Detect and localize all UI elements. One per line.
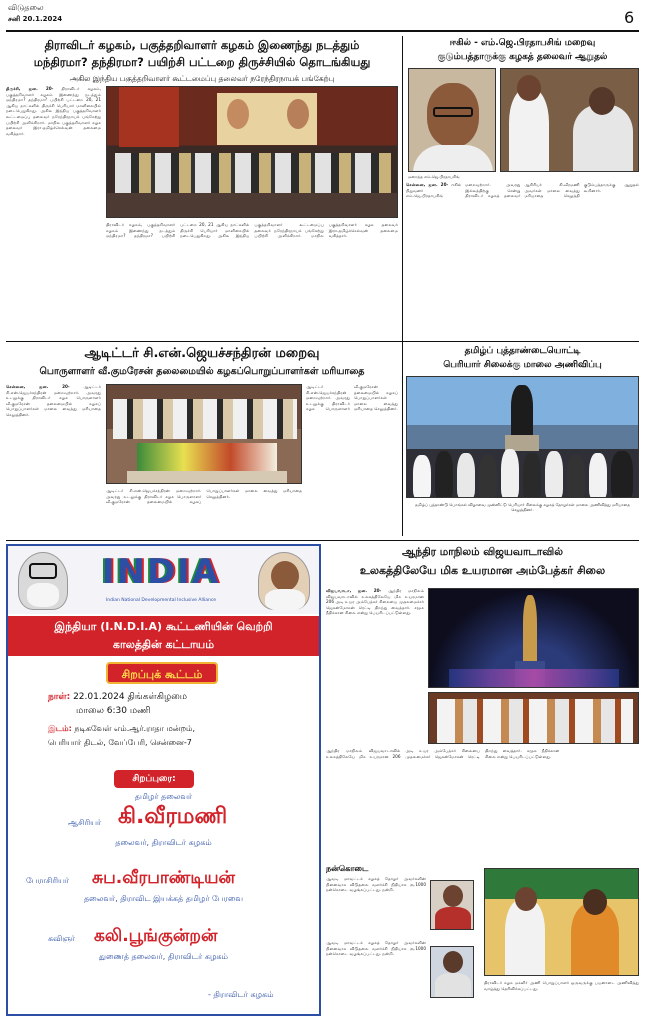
article-column — [326, 588, 424, 742]
donor-photo-1 — [430, 880, 474, 930]
speaker3-name: கலி.பூங்குன்றன் — [94, 926, 218, 946]
speaker1-prefix: ஆசிரியர் — [68, 818, 102, 827]
tribute-photo — [106, 384, 302, 484]
page-number: 6 — [624, 8, 635, 27]
speaker1-title: தலைவர், திராவிடர் கழகம் — [115, 838, 212, 847]
date-row — [48, 692, 187, 703]
headline-line2: குடும்பத்தாருக்கு கழகத் தலைவர் ஆறுதல் — [437, 52, 608, 62]
statue-night-photo — [428, 588, 639, 688]
article-body: ஆந்திர மாநிலம் விஜயவாடாவில் உலகத்திலேயே மிக உயரமான 206 அடி உயர அம்பேத்கர் சிலையை முதலமைச்சர் ஜெகன்மோகன் ரெட்டி திறந்து வைத்தார். சமூக நீதிக்கான சிலை என்று பெயரிடப்பட்டுள்ளது. — [326, 588, 424, 616]
speaker3 — [8, 924, 319, 974]
masthead-rule — [6, 30, 639, 32]
article-column — [6, 384, 101, 532]
article-body: திராவிடர் கழகம், பகுத்தறிவாளர் கழகம் இணைந்து நடத்தும் மந்திரமா? தந்திரமா? பயிற்சி பட்டறை 20, 21 ஆகிய நாட்களில் திருச்சி பெரியார் மாளிகையில் நடைபெறுகிறது. அகில இந்திய பகுத்தறிவாளர் கூட்டமைப்பு தலைவர் நரேந்திரநாயக் பங்கேற்று பயிற்சி அளிக்கிறார். மாநில பகுத்தறிவாளர் கழக தலைவர் இரா.தமிழ்ச்செல்வன் தலைமை வகித்தார். — [6, 86, 101, 136]
portrait-photo — [408, 68, 496, 172]
subhead: அகில இந்திய பகுத்தறிவாளர் கூட்டமைப்பு தலைவர் நரேந்திரநாயக் பங்கேற்பு — [69, 74, 335, 83]
donation-body: ஆவடி மாவட்டக் கழகத் தோழர் அவர்களின் நினைவாக விடுதலை வளர்ச்சி நிதியாக ரூ.1000 நன்கொடை வழங்கப்பட்டது. நன்றி. — [326, 876, 426, 893]
headline-line1: ஆந்திர மாநிலம் விஜயவாடாவில் — [402, 546, 563, 558]
story-eagle-condolence — [406, 36, 639, 336]
headline-line1: ஆடிட்டர் சி.என்.ஜெயச்சந்திரன் மறைவு — [84, 346, 320, 361]
speaker1-name: கி.வீரமணி — [118, 804, 228, 829]
headline-line2: உலகத்திலேயே மிக உயரமான அம்பேத்கர் சிலை — [359, 564, 606, 577]
speech-label: சிறப்புரை: — [114, 770, 194, 788]
ad-header — [8, 546, 319, 614]
speaker3-title: துணைத் தலைவர், திராவிடர் கழகம் — [99, 952, 228, 961]
felicitation-photo — [484, 868, 639, 976]
donor-photo-2 — [430, 946, 474, 998]
event-details — [48, 692, 308, 762]
venue-label: இடம்: — [48, 724, 72, 733]
story-felicitation — [484, 864, 639, 1016]
india-alliance-ad — [6, 544, 321, 1016]
banner-line2: காலத்தின் கட்டாயம் — [112, 638, 215, 651]
speaker2-title: தலைவர், திராவிட இயக்கத் தமிழர் பேரவை — [83, 894, 244, 903]
article-continued — [326, 748, 639, 856]
leader-portrait-right — [258, 552, 310, 610]
story-ambedkar-statue — [326, 544, 639, 860]
issue-date: சனி 20.1.2024 — [8, 15, 63, 23]
article-body-right: ஆடிட்டர் சி.என்.ஜெயச்சந்திரன் மறைவுற்றார். அவரது உடலுக்கு திராவிடர் கழக பொருளாளர் வீ.குமரேசன் தலைமையில் கழகப் பொறுப்பாளர்கள் மாலை வைத்து மரியாதை செலுத்தினர். — [306, 384, 398, 412]
banner-line1: இந்தியா (I.N.D.I.A) கூட்டணியின் வெற்றி — [54, 620, 273, 633]
india-logo: INDIA — [101, 552, 221, 592]
headline-line1: திராவிடர் கழகம், பகுத்தறிவாளர் கழகம் இணைந்து நடத்தும் — [44, 38, 360, 52]
article-body: ஈகில் நிறுவனர் எம்.ஜெ.பிரதாபசிங் மறைவுற்றார். அவரது இல்லத்திற்கு சென்று திராவிடர் கழகத் தலைவர் ஆசிரியர் கி.வீரமணி அவர்கள் மாலை வைத்து மரியாதை செலுத்தி குடும்பத்தாருக்கு ஆறுதல் கூறினார். — [406, 182, 639, 199]
date-value: 22.01.2024 திங்கள்கிழமை — [73, 692, 187, 702]
article-continued — [106, 222, 398, 336]
donation-text-bottom — [326, 940, 426, 1012]
article-columns — [406, 182, 639, 332]
headline-line1: ஈகில் - எம்.ஜெ.பிரதாபசிங் மறைவு — [449, 38, 596, 48]
headline-line2: மந்திரமா? தந்திரமா? பயிற்சி பட்டறை திருச்சியில் தொடங்கியது — [33, 55, 371, 69]
speaker2-prefix: பேராசிரியர் — [26, 876, 70, 885]
visit-photo — [500, 68, 639, 172]
headline-line1: தமிழ்ப் புத்தாண்டையொட்டி — [464, 346, 581, 356]
donation-heading: நன்கொடை — [326, 864, 369, 873]
speaker1-role: தமிழர் தலைவர் — [134, 792, 193, 801]
article-body-continued: திராவிடர் கழகம், பகுத்தறிவாளர் கழகம் இணைந்து நடத்தும் மந்திரமா? தந்திரமா? பயிற்சி பட்டறை 20, 21 ஆகிய நாட்களில் திருச்சி பெரியார் மாளிகையில் நடைபெறுகிறது. அகில இந்திய பகுத்தறிவாளர் கூட்டமைப்பு தலைவர் நரேந்திரநாயக் பங்கேற்று பயிற்சி அளிக்கிறார். மாநில பகுத்தறிவாளர் கழக தலைவர் இரா.தமிழ்ச்செல்வன் தலைமை வகித்தார். — [106, 222, 398, 239]
inauguration-photo — [428, 692, 639, 744]
article-right-columns — [306, 384, 398, 532]
column-divider — [402, 36, 403, 536]
speaker2-name: சுப.வீரபாண்டியன் — [92, 868, 236, 888]
speaker3-prefix: கவிஞர் — [48, 934, 75, 943]
paper-name: விடுதலை — [8, 3, 44, 12]
speaker1 — [8, 792, 319, 862]
story-periyar-statue — [406, 344, 639, 536]
headline-line2: பெரியார் சிலைக்கு மாலை அணிவிப்பு — [443, 360, 602, 370]
ad-banner — [8, 616, 319, 656]
masthead — [0, 0, 645, 34]
felicitation-caption: திராவிடர் கழக மகளிர் அணி பொறுப்பாளர் ஒருவருக்கு பயனாடை அணிவித்து வாழ்த்து தெரிவிக்கப்பட்டது. — [484, 980, 639, 991]
article-body-continued: ஆடிட்டர் சி.என்.ஜெயச்சந்திரன் மறைவுற்றார். அவரது உடலுக்கு திராவிடர் கழக பொருளாளர் வீ.குமரேசன் தலைமையில் கழகப் பொறுப்பாளர்கள் மாலை வைத்து மரியாதை செலுத்தினர். — [106, 488, 302, 505]
article-column — [6, 86, 101, 336]
dateline: சென்னை, ஜன. 20- — [6, 384, 84, 389]
speaker2 — [8, 866, 319, 916]
story-donation — [326, 864, 478, 1016]
special-meeting-badge: சிறப்புக் கூட்டம் — [106, 662, 218, 684]
headline-line2: பொருளாளர் வீ.குமரேசன் தலைமையில் கழகப்பொறுப்பாளர்கள் மரியாதை — [39, 366, 365, 377]
photo-caption: தமிழ்ப் புத்தாண்டு பொங்கல் விழாவை முன்னிட்டு பெரியார் சிலைக்கு கழகத் தோழர்கள் மாலை அணிவித்து மரியாதை செலுத்தினர். — [415, 502, 630, 512]
section-rule — [6, 341, 639, 342]
story-auditor-tribute — [6, 344, 398, 536]
photo-caption: மறைந்த எம்.ஜெ.பிரதாபசிங் — [408, 174, 460, 179]
donation-body-continued: ஆவடி மாவட்டக் கழகத் தோழர் அவர்களின் நினைவாக விடுதலை வளர்ச்சி நிதியாக ரூ.1000 நன்கொடை வழங்கப்பட்டது. நன்றி. — [326, 940, 426, 957]
workshop-photo — [106, 86, 398, 218]
statue-photo — [406, 376, 639, 498]
section-rule — [6, 540, 639, 541]
time-value: மாலை 6:30 மணி — [76, 706, 151, 716]
india-logo-subtext: Indian National Developmental Inclusive Alliance — [105, 598, 217, 603]
dateline: திருச்சி, ஜன. 20- — [6, 86, 62, 91]
donation-text-top — [326, 876, 426, 930]
article-body: ஆடிட்டர் சி.என்.ஜெயச்சந்திரன் மறைவுற்றார். அவரது உடலுக்கு திராவிடர் கழக பொருளாளர் வீ.குமரேசன் தலைமையில் கழகப் பொறுப்பாளர்கள் மாலை வைத்து மரியாதை செலுத்தினர். — [6, 384, 101, 417]
venue-row — [48, 724, 195, 734]
ad-signature: - திராவிடர் கழகம் — [208, 990, 274, 999]
story-rationalist-workshop — [6, 36, 398, 340]
date-label: நாள்: — [48, 692, 71, 702]
leader-portrait-left — [18, 552, 68, 610]
article-continued — [106, 488, 302, 532]
venue-line1: நடிகவேள் எம்.ஆர்.ராதா மன்றம், — [74, 724, 195, 733]
venue-line2: பெரியார் திடல், வேப்பேரி, சென்னை-7 — [48, 738, 192, 747]
dateline: சென்னை, ஜன. 20- — [406, 182, 452, 187]
article-body-continued: ஆந்திர மாநிலம் விஜயவாடாவில் உலகத்திலேயே மிக உயரமான 206 அடி உயர அம்பேத்கர் சிலையை முதலமைச்சர் ஜெகன்மோகன் ரெட்டி திறந்து வைத்தார். சமூக நீதிக்கான சிலை என்று பெயரிடப்பட்டுள்ளது. — [326, 748, 560, 759]
dateline: விஜயவாடா, ஜன. 20- — [326, 588, 388, 593]
